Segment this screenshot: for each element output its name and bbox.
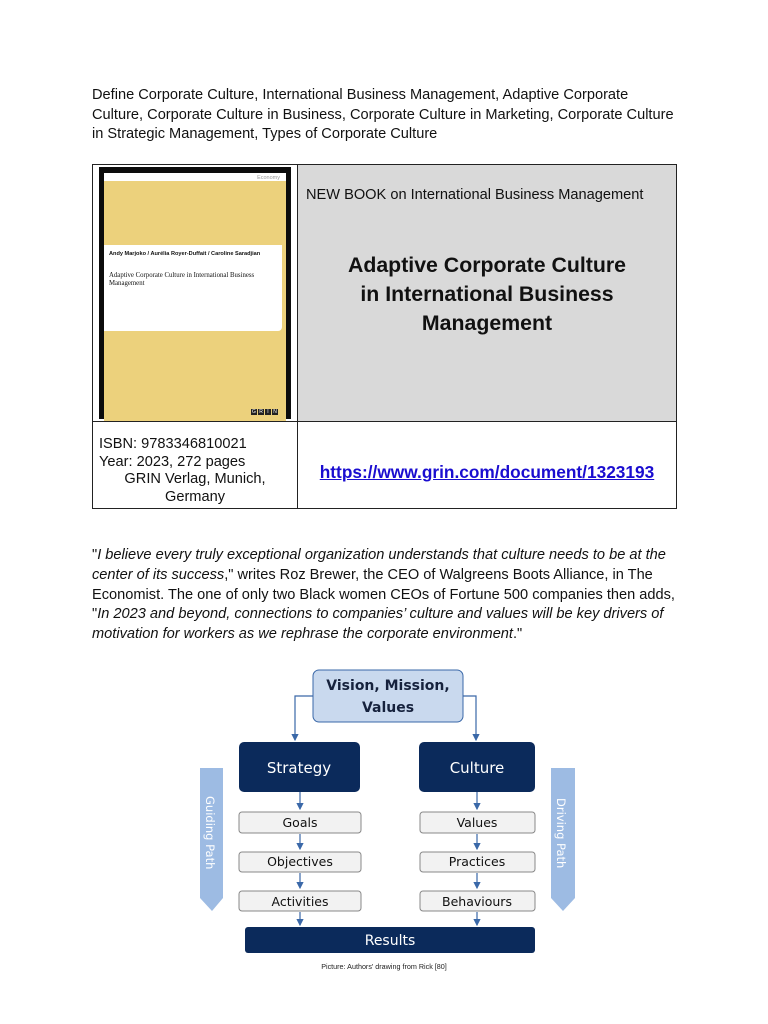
activities-box bbox=[239, 891, 361, 911]
cover-title-panel bbox=[104, 245, 282, 331]
quote-paragraph: "I believe every truly exceptional organization understands that culture needs to be at the center of its success," writes Roz Brewer, the CEO of Walgreens Boots Alliance, in The Economist. The one of only two Black women CEOs of Fortune 500 companies then adds, "In 2023 and beyond, connections to companies’ culture and values will be key drivers of motivation for workers as we rephrase the corporate environment." bbox=[92, 547, 675, 643]
behaviours-box bbox=[420, 891, 535, 911]
svg-text:Objectives: Objectives bbox=[267, 854, 333, 869]
svg-text:Culture: Culture bbox=[449, 759, 505, 777]
guiding-path-arrow bbox=[200, 768, 223, 911]
cover-background bbox=[104, 181, 286, 421]
book-link-cell bbox=[298, 421, 676, 508]
cover-authors: Andy Marjoko / Aurélia Royer-Duffait / Caroline Saradjian bbox=[109, 251, 261, 257]
culture-strategy-diagram bbox=[198, 668, 578, 958]
svg-text:Values: Values bbox=[361, 700, 415, 716]
practices-box bbox=[420, 852, 535, 872]
figure-caption: Picture: Authors' drawing from Rick [80] bbox=[321, 962, 447, 971]
quote-part-2: In 2023 and beyond, connections to companies’ culture and values will be key drivers of motivation for workers as we rephrase the corporate environment bbox=[92, 606, 664, 643]
svg-text:Goals: Goals bbox=[282, 815, 318, 830]
values-box bbox=[420, 812, 535, 833]
svg-text:Practices: Practices bbox=[448, 854, 506, 869]
svg-text:Guiding Path: Guiding Path bbox=[203, 796, 217, 870]
book-title-cell bbox=[298, 165, 676, 421]
svg-text:Behaviours: Behaviours bbox=[442, 894, 512, 909]
svg-text:Strategy: Strategy bbox=[266, 759, 332, 777]
book-url-link[interactable]: https://www.grin.com/document/1323193 bbox=[319, 462, 655, 482]
publisher-country: Germany bbox=[164, 488, 225, 505]
publisher-logo: G R I N bbox=[252, 409, 277, 415]
book-cover-cell bbox=[93, 165, 298, 421]
isbn: ISBN: 9783346810021 bbox=[99, 436, 247, 452]
year-pages: Year: 2023, 272 pages bbox=[99, 453, 246, 470]
strategy-box bbox=[239, 742, 360, 792]
culture-box bbox=[419, 742, 535, 792]
svg-text:Vision, Mission,: Vision, Mission, bbox=[326, 678, 450, 694]
svg-text:Results: Results bbox=[364, 933, 416, 949]
book-title: Adaptive Corporate Culture in International Business Management bbox=[347, 253, 627, 335]
results-box bbox=[245, 927, 535, 953]
intro-paragraph: Define Corporate Culture, International Business Management, Adaptive Corporate Culture, Corporate Culture in Business, Corporate Culture in Marketing, Corporate Culture in Strategic Management, Types of Corporate Culture bbox=[92, 87, 674, 143]
vision-mission-values-box bbox=[313, 670, 463, 722]
quote-part-1: I believe every truly exceptional organization understands that culture needs to be at the center of its success bbox=[92, 547, 666, 583]
objectives-box bbox=[239, 852, 361, 872]
book-info-table bbox=[92, 164, 677, 509]
new-book-label: NEW BOOK on International Business Management bbox=[306, 187, 644, 203]
svg-text:Activities: Activities bbox=[271, 894, 329, 909]
svg-text:Values: Values bbox=[456, 815, 498, 830]
cover-title: Adaptive Corporate Culture in International Business Management bbox=[109, 272, 255, 287]
publisher: GRIN Verlag, Munich, bbox=[124, 471, 266, 488]
book-cover-image[interactable] bbox=[99, 167, 291, 419]
driving-path-arrow bbox=[551, 768, 575, 911]
goals-box bbox=[239, 812, 361, 833]
book-details-cell bbox=[93, 421, 298, 508]
cover-genre-label: Economy bbox=[257, 175, 280, 181]
svg-text:Driving Path: Driving Path bbox=[554, 798, 568, 869]
